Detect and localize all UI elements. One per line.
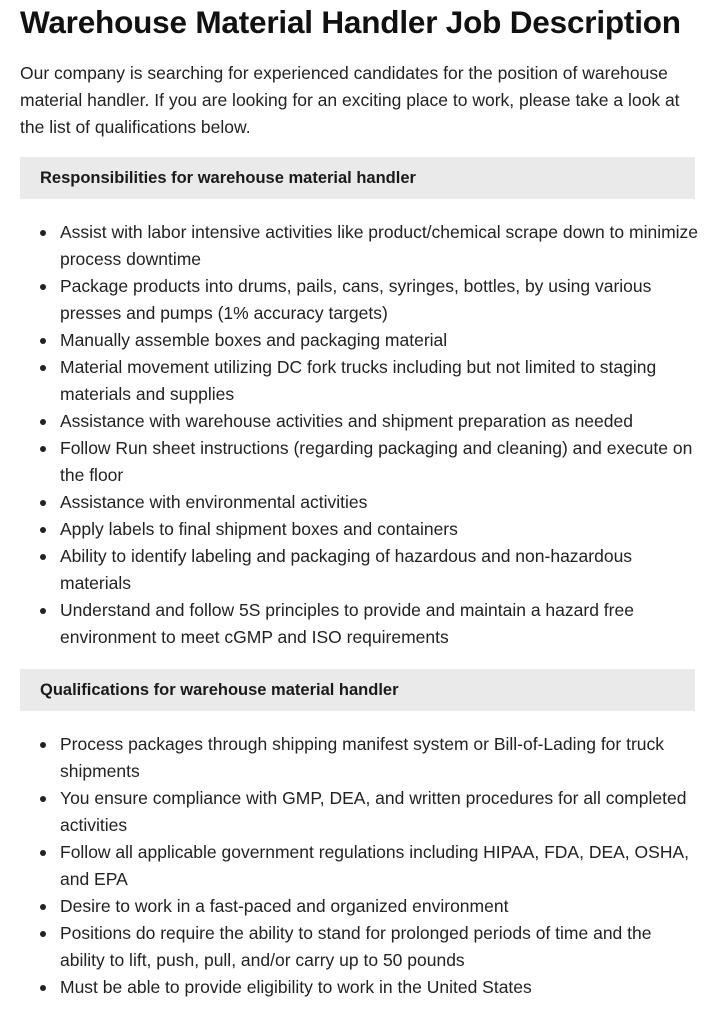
list-item: Positions do require the ability to stand for prolonged periods of time and the ability to lift, push, pull, and/or carry up to 50 pounds	[20, 920, 700, 974]
list-item: Assistance with warehouse activities and shipment preparation as needed	[20, 408, 700, 435]
intro-paragraph: Our company is searching for experienced candidates for the position of warehouse material handler. If you are looking for an exciting place to work, please take a look at the list of qualifications below.	[20, 63, 680, 137]
qualifications-list	[20, 731, 700, 1001]
list-item: Ability to identify labeling and packaging of hazardous and non-hazardous materials	[20, 543, 700, 597]
list-item: Material movement utilizing DC fork trucks including but not limited to staging materials and supplies	[20, 354, 700, 408]
list-item: Desire to work in a fast-paced and organized environment	[20, 893, 700, 920]
list-item: Must be able to provide eligibility to work in the United States	[20, 974, 700, 1001]
page-title: Warehouse Material Handler Job Description	[20, 4, 681, 40]
list-item: Assistance with environmental activities	[20, 489, 700, 516]
list-item: Manually assemble boxes and packaging material	[20, 327, 700, 354]
responsibilities-list	[20, 219, 700, 651]
list-item: Process packages through shipping manifest system or Bill-of-Lading for truck shipments	[20, 731, 700, 785]
list-item: Apply labels to final shipment boxes and containers	[20, 516, 700, 543]
list-item: You ensure compliance with GMP, DEA, and written procedures for all completed activities	[20, 785, 700, 839]
responsibilities-heading: Responsibilities for warehouse material handler	[20, 157, 695, 199]
list-item: Follow Run sheet instructions (regarding packaging and cleaning) and execute on the floor	[20, 435, 700, 489]
list-item: Understand and follow 5S principles to provide and maintain a hazard free environment to meet cGMP and ISO requirements	[20, 597, 700, 651]
list-item: Assist with labor intensive activities like product/chemical scrape down to minimize process downtime	[20, 219, 700, 273]
list-item: Follow all applicable government regulations including HIPAA, FDA, DEA, OSHA, and EPA	[20, 839, 700, 893]
list-item: Package products into drums, pails, cans, syringes, bottles, by using various presses and pumps (1% accuracy targets)	[20, 273, 700, 327]
qualifications-heading: Qualifications for warehouse material handler	[20, 669, 695, 711]
